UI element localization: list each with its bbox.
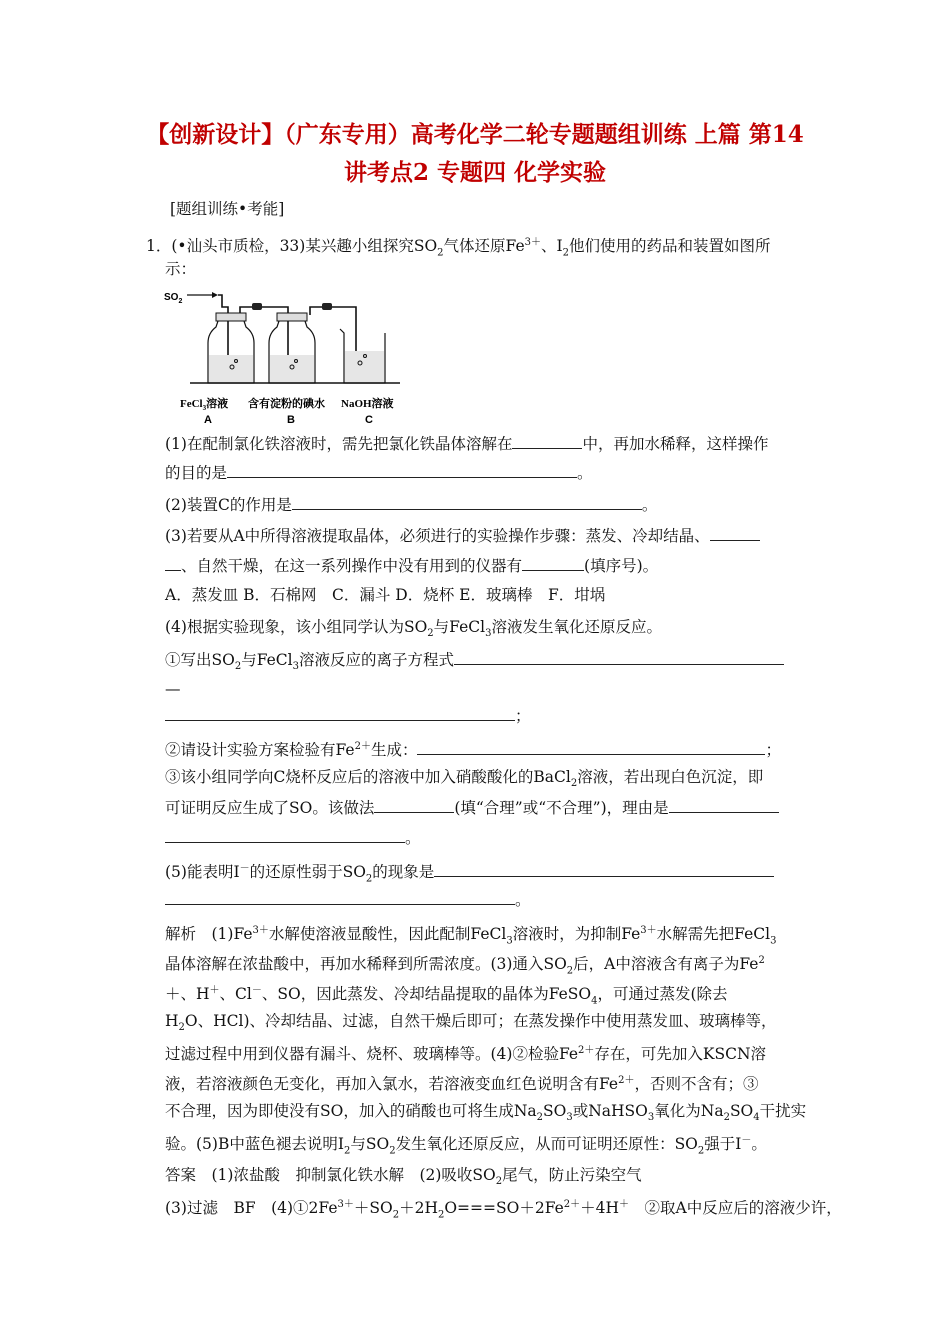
answer-blank[interactable] xyxy=(710,524,760,541)
analysis-line-8: 验。(5)B中蓝色褪去说明$I_2$与$SO_2$发生氧化还原反应，从而可证明还原性：$SO_2$强于I－。 xyxy=(165,1135,767,1157)
answer-blank[interactable] xyxy=(165,888,515,905)
part-4-1-dash: — xyxy=(165,680,181,698)
part-4-2: ②请设计实验方案检验有$Fe^{2+}$生成： ； xyxy=(165,736,781,761)
analysis-line-7: 不合理，因为即使没有SO，加入的硝酸也可将生成$Na_2SO_3$或NaHSO$_3$氧化为$Na_2SO_4$干扰实 xyxy=(165,1102,807,1124)
part-4-3-cont2: 。 xyxy=(165,826,421,849)
connector-tube-bc xyxy=(310,307,356,358)
clamp-2 xyxy=(322,303,332,310)
label-naoh: NaOH溶液 xyxy=(341,398,394,410)
document-title-line-2: 讲考点2 专题四 化学实验 xyxy=(343,159,607,186)
liquid-c xyxy=(345,351,384,382)
answer-blank[interactable] xyxy=(374,796,454,813)
analysis-line-1: 解析 $(1)Fe^{3+}$水解使溶液显酸性，因此配制FeCl$_3$溶液时，为抑制$Fe^{3+}$水解需先把FeCl$_3$ xyxy=(165,925,777,947)
answer-blank[interactable] xyxy=(165,554,181,571)
clamp-1 xyxy=(252,303,262,310)
answer-blank[interactable] xyxy=(434,860,774,877)
stopper-a xyxy=(216,313,246,321)
stopper-b xyxy=(277,313,307,321)
answer-blank[interactable] xyxy=(417,738,765,755)
part-4-3-cont: 可证明反应生成了SO。该做法 (填“合理”或“不合理”)，理由是 xyxy=(165,796,779,819)
part-5: (5)能表明I－的还原性弱于$SO_2$的现象是 xyxy=(165,858,774,890)
letter-b: B xyxy=(287,414,295,426)
label-fecl3: FeCl$_3$溶液 xyxy=(180,398,229,412)
part-2: (2)装置C的作用是 。 xyxy=(165,493,657,516)
answer-blank[interactable] xyxy=(165,826,405,843)
letter-c: C xyxy=(365,414,373,426)
answer-blank[interactable] xyxy=(227,461,577,478)
part-4-3: ③该小组同学向C烧杯反应后的溶液中加入硝酸酸化的BaCl$_2$溶液，若出现白色沉淀，即 xyxy=(165,768,764,790)
part-5-cont: 。 xyxy=(165,888,531,911)
letter-a: A xyxy=(204,414,212,426)
answer-blank[interactable] xyxy=(669,796,779,813)
part-4: (4)根据实验现象，该小组同学认为$SO_2$与FeCl$_3$溶液发生氧化还原反应。 xyxy=(165,618,662,640)
answer-line-2: (3)过滤 BF $(4)①2Fe^{3+}+SO_2+2H_2O===SO+2Fe^{2+}+4H^+$ ②取A中反应后的溶液少许， xyxy=(165,1199,842,1221)
part-3: (3)若要从A中所得溶液提取晶体，必须进行的实验操作步骤：蒸发、冷却结晶、 xyxy=(165,524,760,547)
part-1: (1)在配制氯化铁溶液时，需先把氯化铁晶体溶解在 中，再加水稀释，这样操作 xyxy=(165,432,768,455)
analysis-line-3: ＋、H＋、Cl－、SO，因此蒸发、冷却结晶提取的晶体为FeSO$_4$，可通过蒸发(除去 xyxy=(165,985,728,1007)
analysis-line-5: 过滤过程中用到仪器有漏斗、烧杯、玻璃棒等。(4)②检验$Fe^{2+}$存在，可先加入KSCN溶 xyxy=(165,1045,767,1064)
section-label: [题组训练•考能] xyxy=(170,200,285,218)
question-intro-cont: 示： xyxy=(165,260,197,278)
label-iodine: 含有淀粉的碘水 xyxy=(248,398,325,410)
part-4-1: ①写出$SO_2$与FeCl$_3$溶液反应的离子方程式 xyxy=(165,648,784,678)
analysis-line-2: 晶体溶解在浓盐酸中，再加水稀释到所需浓度。(3)通入$SO_2$后，A中溶液含有离子为Fe$^2$ xyxy=(165,955,765,977)
analysis-line-6: 液，若溶液颜色无变化，再加入氯水，若溶液变血红色说明含有$Fe^{2+}$，否则不含有；③ xyxy=(165,1075,759,1094)
question-intro: 1．(•汕头市质检，33)某兴趣小组探究$SO_2$气体还原$Fe^{3+}$、$I_2$他们使用的药品和装置如图所 xyxy=(146,237,771,259)
part-1-cont: 的目的是 。 xyxy=(165,461,593,484)
answer-blank[interactable] xyxy=(512,432,582,449)
analysis-line-4: $H_2O$、HCl)、冷却结晶、过滤，自然干燥后即可；在蒸发操作中使用蒸发皿、玻璃棒等， xyxy=(165,1012,777,1034)
apparatus-diagram xyxy=(160,283,405,428)
answer-blank[interactable] xyxy=(522,554,584,571)
answer-line-1: 答案 (1)浓盐酸 抑制氯化铁水解 (2)吸收$SO_2$尾气，防止污染空气 xyxy=(165,1166,642,1188)
part-3-options: A．蒸发皿 B．石棉网 C．漏斗 D．烧杯 E．玻璃棒 F．坩埚 xyxy=(165,586,606,604)
answer-blank[interactable] xyxy=(292,493,642,510)
so2-inlet-label: $SO_2$ xyxy=(164,292,183,305)
answer-blank[interactable] xyxy=(165,704,515,721)
part-4-1-cont: ； xyxy=(165,704,531,727)
answer-blank[interactable] xyxy=(454,648,784,665)
part-3-cont: 、自然干燥，在这一系列操作中没有用到的仪器有 (填序号)。 xyxy=(165,554,658,577)
document-title-line-1: 【创新设计】（广东专用）高考化学二轮专题题组训练 上篇 第14 xyxy=(146,121,804,148)
